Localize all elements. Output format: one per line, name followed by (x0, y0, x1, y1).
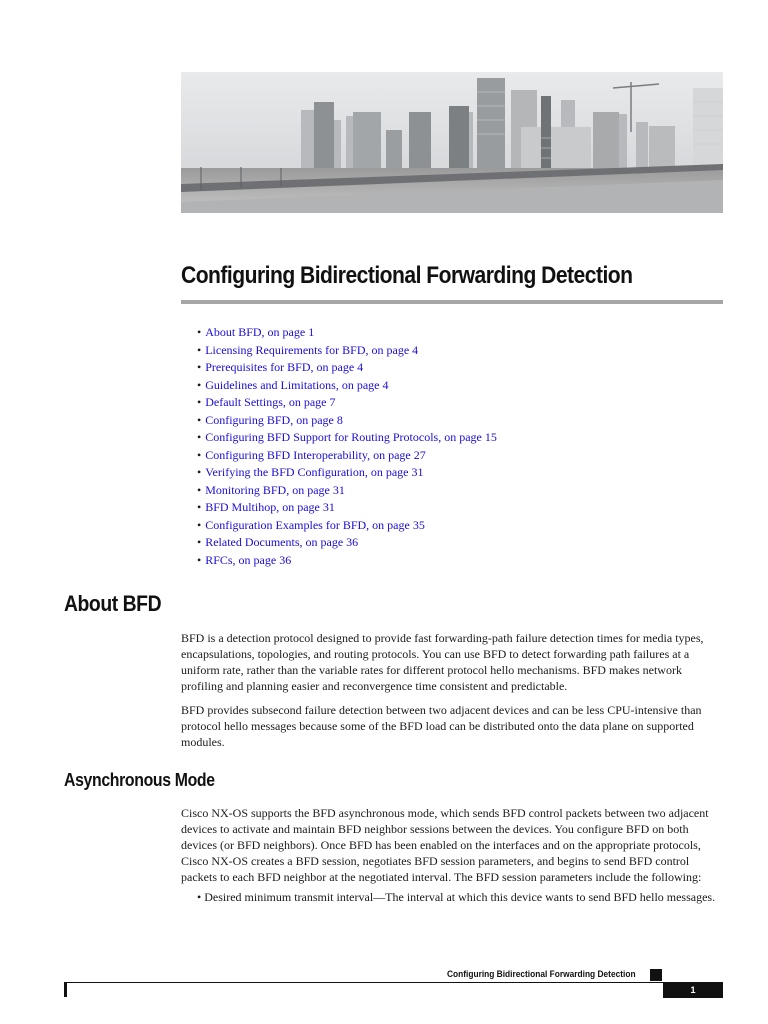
async-bullet-item: • Desired minimum transmit interval—The interval at which this device wants to send BFD hello messages. (197, 890, 716, 904)
toc-link-configuring-bfd[interactable]: Configuring BFD, on page 8 (205, 412, 343, 427)
section-heading-asynchronous-mode: Asynchronous Mode (64, 770, 215, 790)
bullet: • (197, 517, 202, 532)
footer-divider (64, 982, 723, 983)
toc-link-monitoring[interactable]: Monitoring BFD, on page 31 (205, 482, 345, 497)
toc-link-related-documents[interactable]: Related Documents, on page 36 (205, 535, 359, 549)
toc-link-examples[interactable]: Configuration Examples for BFD, on page 35 (205, 517, 425, 532)
toc-item (197, 377, 497, 395)
bullet: • (197, 412, 202, 427)
page-number: 1 (663, 982, 723, 998)
bullet: • (197, 395, 202, 409)
toc-item (197, 482, 497, 500)
footer-left-tick (64, 982, 67, 997)
toc-item (197, 517, 497, 535)
title-divider (181, 300, 723, 304)
toc-link-guidelines[interactable]: Guidelines and Limitations, on page 4 (205, 377, 389, 392)
footer-title: Configuring Bidirectional Forwarding Detection (447, 969, 636, 980)
toc-item (197, 324, 497, 342)
toc-item (197, 394, 497, 412)
bullet: • (197, 430, 202, 444)
table-of-contents (197, 324, 497, 569)
toc-item (197, 447, 497, 465)
toc-link-multihop[interactable]: BFD Multihop, on page 31 (205, 500, 335, 514)
toc-item (197, 552, 497, 570)
bullet: • (197, 500, 202, 514)
toc-link-rfcs[interactable]: RFCs, on page 36 (205, 552, 292, 567)
toc-link-default-settings[interactable]: Default Settings, on page 7 (205, 395, 336, 409)
bullet: • (197, 377, 202, 392)
section-heading-about-bfd: About BFD (64, 591, 162, 616)
toc-link-about-bfd[interactable]: About BFD, on page 1 (205, 325, 315, 339)
bullet: • (197, 325, 202, 339)
page-title: Configuring Bidirectional Forwarding Detection (181, 262, 633, 289)
bullet: • (197, 552, 202, 567)
bullet: • (197, 482, 202, 497)
bullet: • (197, 342, 202, 357)
toc-link-prerequisites[interactable]: Prerequisites for BFD, on page 4 (205, 360, 364, 374)
toc-link-licensing[interactable]: Licensing Requirements for BFD, on page 4 (205, 342, 419, 357)
async-paragraph-1: Cisco NX-OS supports the BFD asynchronous mode, which sends BFD control packets between two adjacent devices to activate and maintain BFD neighbor sessions between the devices. You configure BFD on both devices (or BFD neighbors). Once BFD has been enabled on the interfaces and on the appropriate protocols, Cisco NX-OS creates a BFD session, negotiates BFD session parameters, and begins to send BFD control packets to each BFD neighbor at the negotiated interval. The BFD session parameters include the following: (181, 806, 709, 884)
toc-link-routing-protocols[interactable]: Configuring BFD Support for Routing Protocols, on page 15 (205, 430, 497, 444)
about-paragraph-2: BFD provides subsecond failure detection between two adjacent devices and can be less CPU-intensive than protocol hello messages because some of the BFD load can be distributed onto the data plane on supported modules. (181, 703, 702, 749)
toc-item (197, 429, 497, 447)
toc-item (197, 342, 497, 360)
about-paragraph-1: BFD is a detection protocol designed to provide fast forwarding-path failure detection times for media types, encapsulations, topologies, and routing protocols. You can use BFD to detect forwarding path failures at a uniform rate, rather than the variable rates for different protocol hello mechanisms. BFD makes network profiling and planning easier and reconvergence time consistent and predictable. (181, 631, 704, 693)
footer-marker (650, 969, 662, 981)
bullet: • (197, 447, 202, 462)
toc-link-interoperability[interactable]: Configuring BFD Interoperability, on page 27 (205, 447, 426, 462)
bullet: • (197, 360, 202, 374)
header-banner-image (181, 72, 723, 213)
toc-link-verifying[interactable]: Verifying the BFD Configuration, on page 31 (205, 465, 424, 479)
toc-item (197, 359, 497, 377)
toc-item (197, 534, 497, 552)
toc-item (197, 412, 497, 430)
toc-item (197, 499, 497, 517)
bullet: • (197, 535, 202, 549)
bullet: • (197, 465, 202, 479)
toc-item (197, 464, 497, 482)
